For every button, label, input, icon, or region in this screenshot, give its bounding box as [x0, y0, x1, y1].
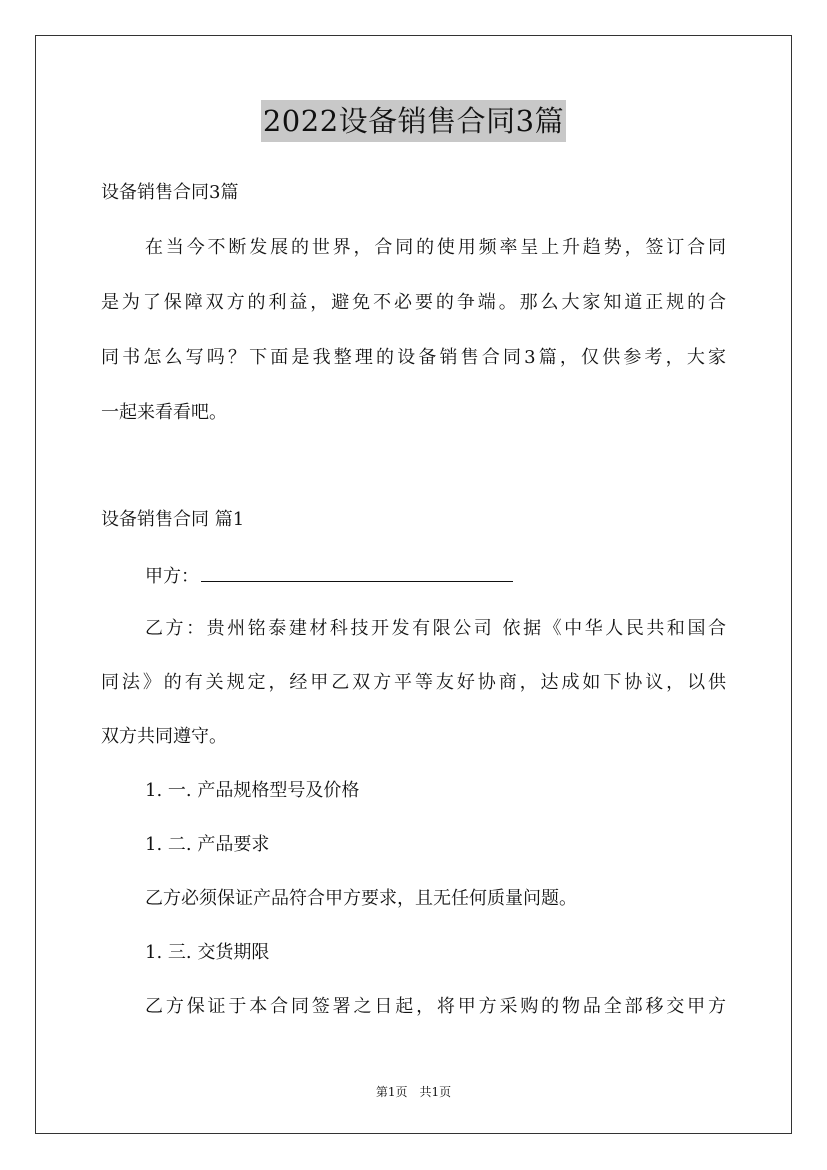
intro-line-1: 在当今不断发展的世界，合同的使用频率呈上升趋势，签订合同	[145, 237, 726, 258]
title-container	[0, 100, 827, 142]
party-a-blank	[201, 563, 513, 582]
party-b-line-2: 同法》的有关规定，经甲乙双方平等友好协商，达成如下协议，以供	[101, 672, 726, 693]
party-b-line-3: 双方共同遵守。	[101, 726, 227, 747]
clause-3-heading: 1. 三. 交货期限	[145, 942, 270, 963]
intro-line-2: 是为了保障双方的利益，避免不必要的争端。那么大家知道正规的合	[101, 292, 726, 313]
clause-1-heading: 1. 一. 产品规格型号及价格	[145, 780, 360, 801]
intro-line-3: 同书怎么写吗？下面是我整理的设备销售合同3篇，仅供参考，大家	[101, 347, 726, 368]
party-a-line	[145, 563, 513, 589]
document-subtitle: 设备销售合同3篇	[101, 182, 239, 203]
document-title: 2022设备销售合同3篇	[261, 100, 566, 142]
clause-3-text: 乙方保证于本合同签署之日起，将甲方采购的物品全部移交甲方	[145, 996, 726, 1017]
section-heading: 设备销售合同 篇1	[101, 509, 245, 530]
page-footer: 第1页 共1页	[375, 1085, 452, 1099]
party-a-label: 甲方：	[145, 566, 199, 587]
intro-line-4: 一起来看看吧。	[101, 402, 227, 423]
clause-2-heading: 1. 二. 产品要求	[145, 834, 270, 855]
clause-2-text: 乙方必须保证产品符合甲方要求，且无任何质量问题。	[145, 888, 577, 909]
party-b-line-1: 乙方：贵州铭泰建材科技开发有限公司 依据《中华人民共和国合	[145, 618, 726, 639]
